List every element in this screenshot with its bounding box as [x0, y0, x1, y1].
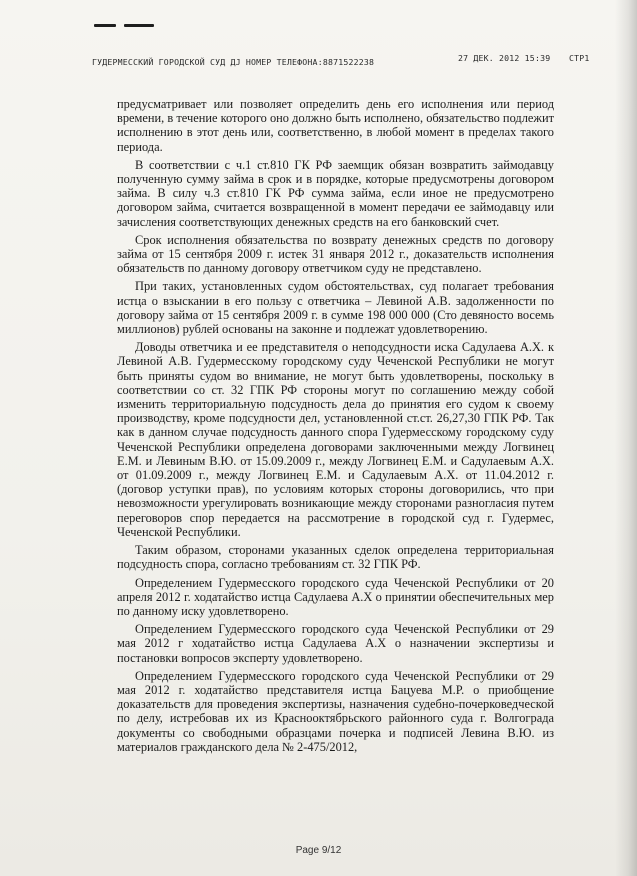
fax-datetime: 27 ДЕК. 2012 15:39	[458, 53, 551, 63]
paragraph: Определением Гудермесского городского суда Чеченской Республики от 20 апреля 2012 г. ходатайство истца Садулаева А.Х о принятии обеспечительных мер по данному иску удовлетворено.	[117, 575, 554, 618]
paragraph: Доводы ответчика и ее представителя о неподсудности иска Садулаева А.Х. к Левиной А.В. Гудермесскому городскому суду Чеченской Республики не могут быть приняты судом во внимание, не могут быть удовлетворены, поскольку в соответствии со ст. 32 ГПК РФ стороны могут по соглашению между собой изменить территориальную подсудность дела до принятия его судом к своему производству, кроме подсудности дел, установленной ст.ст. 26,27,30 ГПК РФ. Так как в данном случае подсудность данного спора Гудермесскому городскому суду Чеченской Республики определена договорами заключенными между Логвинец Е.М. и Левиным В.Ю. от 15.09.2009 г., между Логвинец Е.М. и Садулаевым А.Х. от 01.09.2009 г., между Логвинец Е.М. и Садулаевым А.Х. от 11.04.2012 г. (договор уступки прав), по условиям которых стороны договорились, что при невозможности урегулировать возникающие между сторонами разногласия путем переговоров спор передается на рассмотрение в городской суд г. Гудермес, Чеченской Республики.	[117, 340, 554, 539]
scan-edge-shadow	[615, 0, 637, 876]
paragraph: Срок исполнения обязательства по возврату денежных средств по договору займа от 15 сентября 2009 г. истек 31 января 2012 г., доказательств исполнения обязательств по данному договору ответчиком суду не представлено.	[117, 232, 554, 276]
fax-header	[92, 55, 592, 69]
paragraph: Определением Гудермесского городского суда Чеченской Республики от 29 мая 2012 г. ходатайство представителя истца Бацуева М.Р. о приобщение доказательств для проведения экспертизы, назначения судебно-почерковедческой по делу, истребовав их из Краснооктябрьского районного суда г. Волгограда документы со свободными образцами почерка и подписей Левина В.Ю. из материалов гражданского дела № 2-475/2012,	[117, 668, 554, 754]
document-body	[117, 97, 554, 758]
scan-mark	[94, 24, 116, 27]
paragraph: В соответствии с ч.1 ст.810 ГК РФ заемщик обязан возвратить займодавцу полученную сумму займа в срок и в порядке, которые предусмотрены договором займа. В силу ч.3 ст.810 ГК РФ сумма займа, если иное не предусмотрено договором займа, считается возвращенной в момент передачи ее займодавцу или зачисления соответствующих денежных средств на его банковский счет.	[117, 157, 554, 229]
paragraph: Определением Гудермесского городского суда Чеченской Республики от 29 мая 2012 г ходатайство истца Садулаева А.Х о назначении экспертизы и постановки вопросов эксперту удовлетворено.	[117, 622, 554, 665]
paragraph: предусматривает или позволяет определить день его исполнения или период времени, в течение которого оно должно быть исполнено, обязательство подлежит исполнению в этот день или, соответственно, в любой момент в пределах такого периода.	[117, 97, 554, 154]
scan-mark	[124, 24, 154, 27]
fax-sender: ГУДЕРМЕССКИЙ ГОРОДСКОЙ СУД ДJ НОМЕР ТЕЛЕФОНА:8871522238	[92, 57, 375, 67]
paragraph: При таких, установленных судом обстоятельствах, суд полагает требования истца о взыскании в его пользу с ответчика – Левиной А.В. задолженности по договору займа от 15 сентября 2009 г. в сумме 198 000 000 (Сто девяносто восемь миллионов) рублей основаны на законне и подлежат удовлетворению.	[117, 279, 554, 337]
paragraph: Таким образом, сторонами указанных сделок определена территориальная подсудность спора, согласно требованиям ст. 32 ГПК РФ.	[117, 543, 554, 572]
fax-page: СТР1	[569, 53, 590, 63]
page-footer: Page 9/12	[295, 845, 342, 856]
